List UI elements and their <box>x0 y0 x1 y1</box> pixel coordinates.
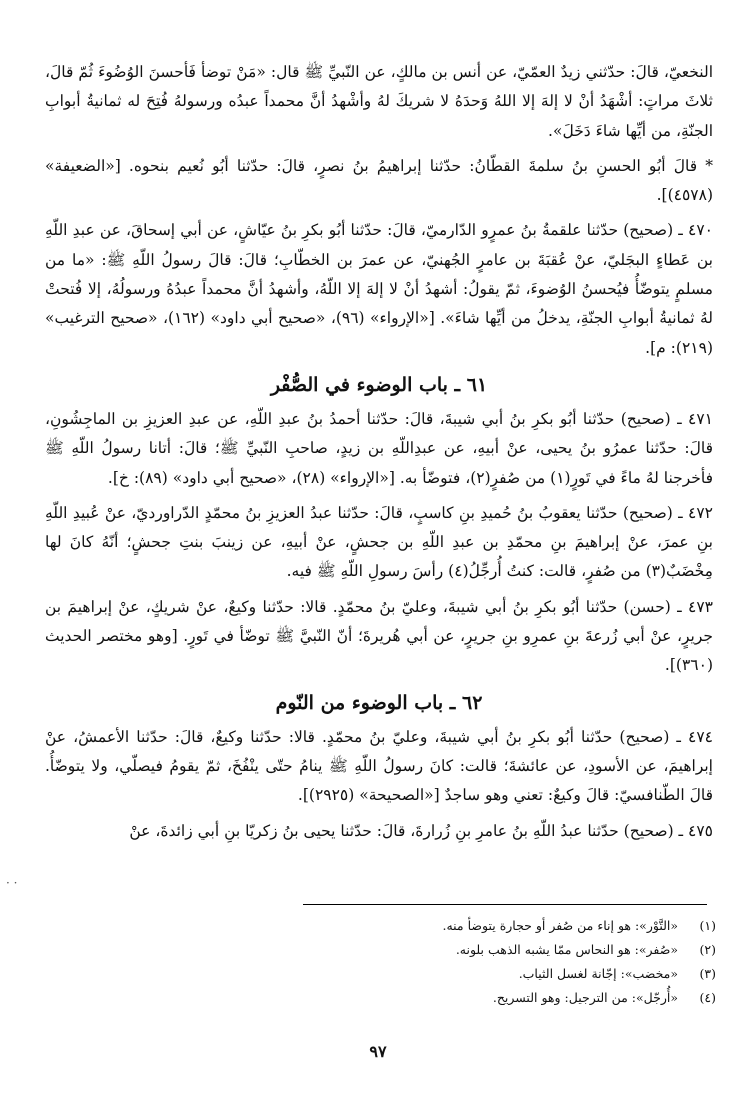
footnote-text: «أُرجّل»: من الترجيل: وهو التسريح. <box>492 990 679 1005</box>
margin-marks: · · <box>6 876 18 890</box>
paragraph-hadith-474: ٤٧٤ ـ (صحيح) حدّثنا أبُو بكرِ بنُ أبي شيبةَ، وعليّ بنُ محمّدٍ. قالا: حدّثنا وكيعٌ، قالَ: حدّثنا الأعمشُ، عنْ إبراهيمَ، عن الأسودِ، عن عائشةَ؛ قالت: كانَ رسولُ اللّهِ ﷺ ينامُ حتّى ينْفُخَ، ثمّ يقومُ فيصلّي، ولا يتوضّأُ. قالَ الطّنافسيّ: قالَ وكيعٌ: تعني وهو ساجدٌ [«الصحيحة» (٢٩٢٥)]. <box>45 727 713 805</box>
footnote-text: «صُفر»: هو النحاس ممّا يشبه الذهب بلونه. <box>455 942 679 957</box>
page-number: ٩٧ <box>369 1042 387 1061</box>
paragraph-hadith-470: ٤٧٠ ـ (صحيح) حدّثنا علقمةُ بنُ عمرٍو الدّارميّ، قالَ: حدّثنا أبُو بكرِ بنُ عيّاشٍ، عن أبي إسحاقَ، عن عبدِ اللّهِ بن عَطاءٍ البجَليّ، عنْ عُقبَةَ بن عامرٍ الجُهنيّ، عن عمرَ بن الخطّابِ؛ قالَ: قالَ رسولُ اللّهِ ﷺ: «ما من مسلمٍ يتوضّأُ فيُحسنُ الوُضوءَ، ثمّ يقولُ: أشهدُ أنْ لا إلهَ إلا اللّهُ، وأشهدُ أنَّ محمداً عبدُهُ ورسولُهُ، إلا فُتحتْ لهُ ثمانيةُ أبوابِ الجنّةِ، يدخلُ من أيِّها شاءَ». [«الإرواء» (٩٦)، «صحيح أبي داود» (١٦٢)، «صحيح الترغيب» (٢١٩): م]. <box>45 221 714 357</box>
footnote-4 <box>296 986 716 1010</box>
page-body <box>45 58 713 852</box>
chapter-heading-61: ٦١ ـ باب الوضوء في الصُّفْر <box>270 373 488 396</box>
footnotes <box>296 914 716 1010</box>
footnote-number: (٢) <box>699 942 716 957</box>
footnote-text: «التَّوْر»: هو إناء من صُفر أو حجارة يتوضأ منه. <box>442 918 679 933</box>
footnote-divider <box>303 904 707 905</box>
footnote-number: (٤) <box>699 990 716 1005</box>
footnote-text: «مخضب»: إجّانة لغسل الثياب. <box>518 966 679 981</box>
footnote-1 <box>296 914 716 938</box>
footnote-2 <box>296 938 716 962</box>
paragraph-hadith-475: ٤٧٥ ـ (صحيح) حدّثنا عبدُ اللّهِ بنُ عامرِ بنِ زُرارةَ، قالَ: حدّثنا يحيى بنُ زكريّا بنِ أبي زائدةَ، عنْ <box>129 821 713 840</box>
paragraph-hadith-471: ٤٧١ ـ (صحيح) حدّثنا أبُو بكرِ بنُ أبي شيبةَ، قالَ: حدّثنا أحمدُ بنُ عبدِ اللّهِ، عن عبدِ العزيزِ بن الماجِشُونِ، قالَ: حدّثنا عمرُو بنُ يحيى، عنْ أبيهِ، عن عبدِاللّهِ بن زيدٍ، صاحبِ النّبيِّ ﷺ؛ قالَ: أتانا رسولُ اللّهِ ﷺ فأخرجنا لهُ ماءً في تَورٍ(١) من صُفرٍ(٢)، فتوضّأ به. [«الإرواء» (٢٨)، «صحيح أبي داود» (٨٩): خ]. <box>45 409 713 487</box>
paragraph-hadith-472: ٤٧٢ ـ (صحيح) حدّثنا يعقوبُ بنُ حُميدِ بنِ كاسبٍ، قالَ: حدّثنا عبدُ العزيزِ بنُ محمّدٍ الدّراورديّ، عنْ عُبيدِ اللّهِ بنِ عمرَ، عنْ إبراهيمَ بنِ محمّدِ بن عبدِ اللّهِ بن جحشٍ، عنْ أبيهِ، عن زينبَ بنتِ جحشٍ؛ أنّهُ كانَ لها مِخْضَبٌ(٣) من صُفرٍ، قالت: كنتُ أُرجِّلُ(٤) رأسَ رسولِ اللّهِ ﷺ فيه. <box>45 503 714 581</box>
footnote-3 <box>296 962 716 986</box>
chapter-heading-62: ٦٢ ـ باب الوضوء من النّوم <box>275 691 483 714</box>
footnote-number: (١) <box>699 918 716 933</box>
paragraph-hadith-473: ٤٧٣ ـ (حسن) حدّثنا أبُو بكرِ بنُ أبي شيبةَ، وعليّ بنُ محمّدٍ. قالا: حدّثنا وكيعٌ، عنْ شريكٍ، عنْ إبراهيمَ بن جريرٍ، عنْ أبي زُرعةَ بنِ عمرِو بنِ جريرٍ، عن أبي هُريرةَ؛ أنّ النّبيَّ ﷺ توضّأ في تَورٍ. [وهو مختصر الحديث (٣٦٠)]. <box>45 597 713 675</box>
footnote-number: (٣) <box>699 966 716 981</box>
paragraph-note-qattan: * قالَ أبُو الحسنِ بنُ سلمةَ القطّانُ: حدّثنا إبراهيمُ بنُ نصرٍ، قالَ: حدّثنا أبُو نُعيم بنحوه. [«الضعيفة» (٤٥٧٨)]. <box>45 156 713 205</box>
paragraph-hadith-continuation: النخعيّ، قالَ: حدّثني زيدٌ العمّيّ، عن أنس بن مالكٍ، عن النّبيِّ ﷺ قال: «مَنْ توضأ فَأحسنَ الوُضُوءَ ثُمّ قالَ، ثلاثَ مراتٍ: أشْهَدُ أنْ لا إلهَ إلا اللهُ وَحدَهُ لا شريكَ لهُ وأشْهدُ أنَّ محمداً عبدُه ورسولهُ فُتِحَ له ثمانيةُ أبوابِ الجنّةِ، من أيِّها شاءَ دَخَلَ». <box>45 63 713 140</box>
